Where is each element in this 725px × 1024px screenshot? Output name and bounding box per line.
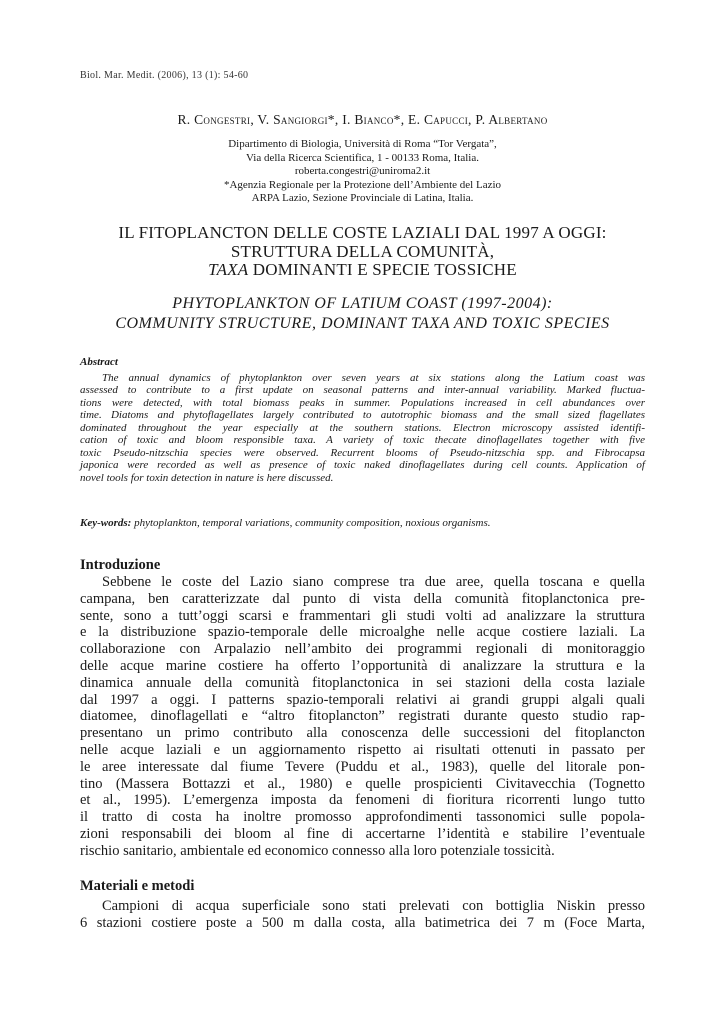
body-line: presentano un primo contributo alla conoscenza delle successioni del fitoplancton [80, 725, 645, 742]
body-line: diatomee, dinoflagellati e “altro fitoplancton” registrati durante questo studio rap- [80, 708, 645, 725]
body-line: e la distribuzione spazio-temporale delle microalghe nelle acque costiere laziali. La [80, 624, 645, 641]
title-line-rest: DOMINANTI E SPECIE TOSSICHE [248, 260, 517, 279]
abstract-line: tions were detected, with total biomass peaks in summer. Populations increased in cell abundances over [80, 396, 645, 409]
body-line: tino (Massera Bottazzi et al., 1980) e quelle prospicienti Civitavecchia (Tognetto [80, 775, 645, 792]
keywords [80, 517, 491, 529]
body-line: il tratto di costa ha inoltre promosso approfondimenti tassonomici sulle popola- [80, 809, 645, 826]
title-line [60, 261, 665, 280]
title-line: PHYTOPLANKTON OF LATIUM COAST (1997-2004): [172, 295, 553, 312]
abstract-line: time. Diatoms and phytoflagellates largely contributed to autotrophic biomass and the small sized flagellates [80, 409, 645, 422]
section-body-introduzione [80, 574, 645, 860]
body-line: Campioni di acqua superficiale sono stati prelevati con bottiglia Niskin presso [102, 898, 645, 914]
body-line: 6 stazioni costiere poste a 500 m dalla costa, alla batimetrica dei 7 m (Foce Marta, [80, 914, 645, 931]
keywords-label: Key-words: [80, 517, 132, 529]
abstract-line: japonica were recorded as well as presence of toxic naked dinoflagellates during cell counts. Application of [80, 459, 645, 472]
body-line: dinamica annuale della comunità fitoplanctonica in sei stazioni della costa laziale [80, 674, 645, 691]
abstract-line: The annual dynamics of phytoplankton over seven years at six stations along the Latium coast was [102, 372, 645, 384]
abstract-line: novel tools for toxin detection in nature is here discussed. [80, 471, 334, 484]
abstract-line: assessed to contribute to a first update on seasonal patterns and inter-annual variability. Marked fluctua- [80, 384, 645, 397]
affiliation-line: ARPA Lazio, Sezione Provinciale di Latina, Italia. [251, 192, 474, 205]
affiliation-line: *Agenzia Regionale per la Protezione dell’Ambiente del Lazio [223, 178, 502, 191]
body-line: le aree interessate dal fiume Tevere (Puddu et al., 1983), quelle del litorale pon- [80, 758, 645, 775]
abstract-line: toxic Pseudo-nitzschia species were observed. Recurrent blooms of Pseudo-nitzschia spp. and Fibrocapsa [80, 446, 645, 459]
section-body-materiali-metodi [80, 898, 645, 932]
abstract-line: dominated throughout the year especially at the southern stations. Electron microscopy assisted identifi- [80, 421, 645, 434]
title-italian [60, 224, 665, 280]
journal-citation: Biol. Mar. Medit. (2006), 13 (1): 54-60 [80, 70, 249, 81]
body-line: Sebbene le coste del Lazio siano comprese tra due aree, quella toscana e quella [102, 574, 645, 590]
body-line: nelle acque laziali e un aggiornamento rispetto ai risultati ottenuti in passato per [80, 741, 645, 758]
body-line: delle acque marine costiere ha offerto l’opportunità di analizzare la struttura e la [80, 657, 645, 674]
body-line: dal 1997 a oggi. I patterns spazio-temporali relativi ai grandi gruppi algali quali [80, 691, 645, 708]
abstract-line: cation of toxic and bloom responsible taxa. A variety of toxic thecate dinoflagellates together with five [80, 434, 645, 447]
body-line: campana, ben caratterizzate dal punto di vista della comunità fitoplanctonica pre- [80, 590, 645, 607]
abstract-heading: Abstract [80, 356, 118, 368]
author-list: R. Congestri, V. Sangiorgi*, I. Bianco*, E. Capucci, P. Albertano [177, 112, 548, 127]
section-heading-introduzione: Introduzione [80, 557, 161, 573]
title-taxa-italic: TAXA [208, 260, 249, 279]
body-line: collaborazione con Arpalazio nell’ambito dei programmi regionali di monitoraggio [80, 641, 645, 658]
body-line: sente, sono a tutt’oggi scarsi e frammentari gli studi volti ad analizzare la struttura [80, 607, 645, 624]
title-english [60, 294, 665, 334]
keywords-text: phytoplankton, temporal variations, community composition, noxious organisms. [131, 517, 491, 529]
title-line: IL FITOPLANCTON DELLE COSTE LAZIALI DAL 1997 A OGGI: [118, 223, 607, 242]
title-line: COMMUNITY STRUCTURE, DOMINANT TAXA AND TOXIC SPECIES [115, 315, 610, 332]
body-line: rischio sanitario, ambientale ed economico connesso alla loro potenziale tossicità. [80, 842, 555, 859]
affiliation-block [80, 138, 645, 206]
title-line: STRUTTURA DELLA COMUNITÀ, [230, 241, 495, 261]
body-line: zioni responsabili dei bloom al fine di accertarne l’identità e stabilire l’eventuale [80, 825, 645, 842]
author-email: roberta.congestri@uniroma2.it [294, 165, 431, 178]
affiliation-line: Dipartimento di Biologia, Università di Roma “Tor Vergata”, [228, 138, 497, 150]
affiliation-line: Via della Ricerca Scientifica, 1 - 00133 Roma, Italia. [245, 151, 479, 164]
section-heading-materiali-metodi: Materiali e metodi [80, 878, 195, 894]
abstract-body [80, 372, 645, 484]
body-line: et al., 1995). L’emergenza imposta da fenomeni di fioritura ricorrenti lungo tutto [80, 792, 645, 809]
